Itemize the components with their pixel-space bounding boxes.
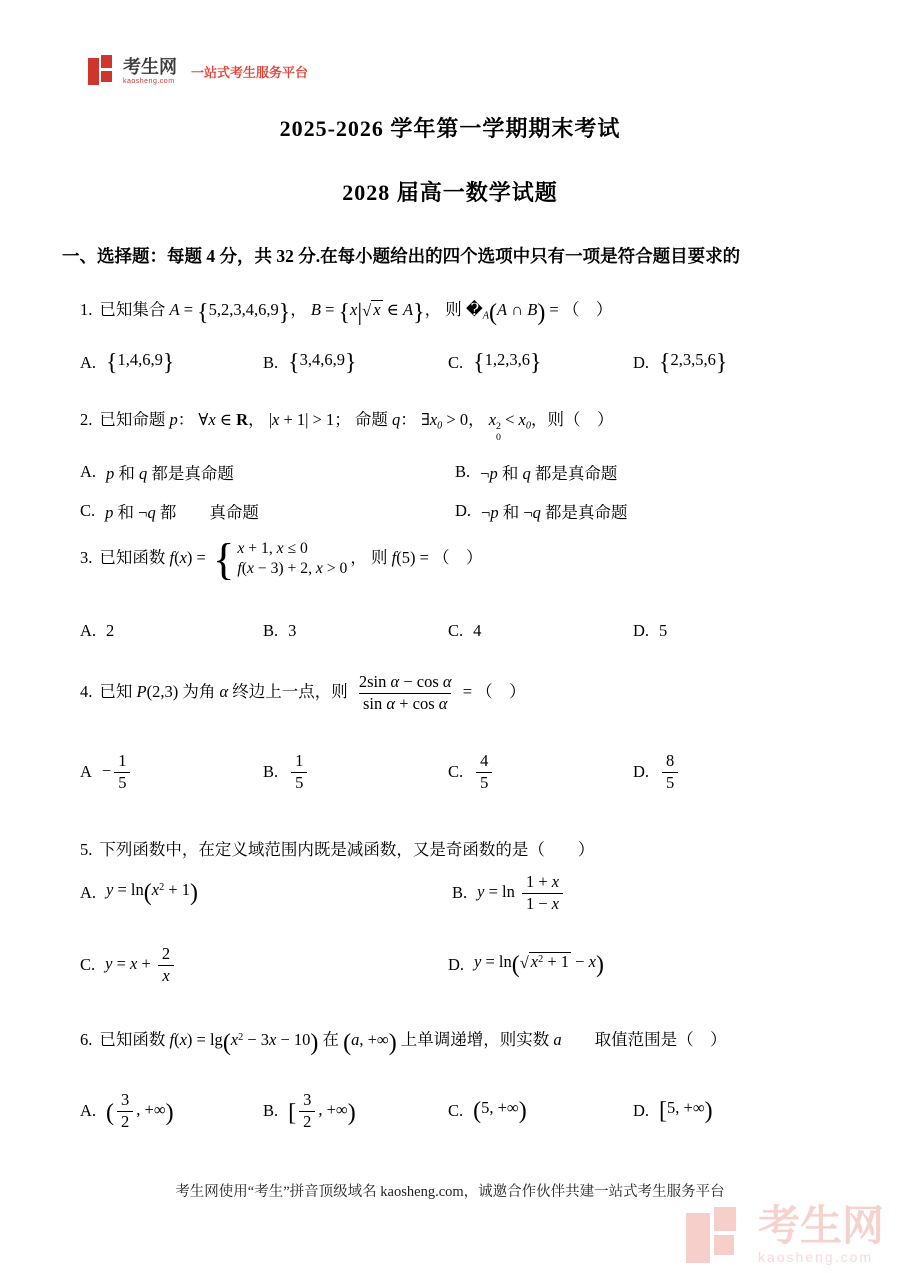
question-3-option-a: A. 2 (80, 621, 115, 640)
question-3-option-d: D. 5 (633, 621, 668, 640)
question-2-option-c: C. p 和 ¬q 都 真命题 (80, 501, 259, 522)
question-1 (80, 296, 612, 326)
question-3-text: 已知函数 f(x) = { x + 1, x ≤ 0 f(x − 3) + 2, x > 0 ， 则 f(5) = （ ） (99, 534, 483, 584)
question-3 (80, 534, 483, 584)
question-6-option-a: A. ( $\frac{3}{2}$ , +∞) (80, 1089, 174, 1131)
question-4-text: 已知 P(2,3) 为角 α 终边上一点，则 $\frac{\text{2sin α − cos α}}{\text{sin α + cos α}}$ = （ ） (99, 672, 526, 713)
logo-domain: kaosheng.com (123, 78, 175, 85)
question-4-option-c: C. $\frac{4}{5}$ (448, 740, 495, 804)
footer-note: 考生网使用“考生”拼音顶级域名 kaosheng.com，诚邀合作伙伴共建一站式考生服务平台 (175, 1184, 725, 1200)
exam-title: 2025-2026 学年第一学期期末考试 (279, 116, 621, 141)
question-2-text: 已知命题 p： ∀x ∈ R， |x + 1| > 1； 命题 q： $\exists x_0 > 0$， x 2 0 < $x_0$，则（ ） (99, 410, 614, 443)
question-3-option-b: B. 3 (263, 621, 297, 640)
question-2-options-row1 (0, 455, 900, 489)
question-4 (80, 672, 526, 714)
question-5-option-b: B. y = ln $\frac{1 + x}{1 - x}$ (452, 862, 566, 924)
question-5-options-row2 (0, 934, 900, 996)
question-4-number: 4. (80, 681, 93, 701)
question-5-option-a: A. $y = \ln(x^2 + 1)$ (80, 879, 198, 907)
question-1-option-a: A. {1,4,6,9} (80, 349, 175, 377)
question-5-number: 5. (80, 840, 93, 859)
question-1-option-b: B. {3,4,6,9} (263, 349, 357, 377)
question-2-number: 2. (80, 410, 93, 429)
question-2 (80, 406, 613, 443)
watermark-domain: kaosheng.com (757, 1249, 874, 1265)
question-1-options (0, 340, 900, 386)
question-1-number: 1. (80, 300, 93, 319)
watermark-brand: 考生网 (757, 1202, 884, 1249)
header-logo (88, 55, 308, 85)
question-2-option-d: D. ¬p 和 ¬q 都是真命题 (455, 501, 628, 522)
question-1-text: 已知集合 A = {5,2,3,4,6,9}， B = {x| √ x ∈ A}， 则 $�_A(A$ ∩ B) = （ ） (99, 300, 613, 327)
question-1-option-d: D. {2,3,5,6} (633, 349, 728, 377)
logo-tagline: 一站式考生服务平台 (191, 65, 309, 80)
exam-subtitle: 2028 届高一数学试题 (342, 180, 558, 205)
question-6 (80, 1026, 727, 1056)
question-5-text: 下列函数中，在定义域范围内既是减函数，又是奇函数的是（ ） (99, 840, 595, 859)
watermark-text-block (757, 1202, 884, 1265)
question-3-option-c: C. 4 (448, 621, 482, 640)
logo-brand: 考生网 (123, 57, 177, 78)
question-4-options (0, 740, 900, 804)
question-1-option-c: C. {1,2,3,6} (448, 349, 542, 377)
question-4-option-a: A − $\frac{1}{5}$ (80, 740, 133, 804)
question-6-number: 6. (80, 1030, 93, 1049)
question-2-option-a: A. p 和 q 都是真命题 (80, 462, 234, 483)
question-6-text: 已知函数 $f(x) = \lg(x^2 - 3x - 10)$ 在 (a, +∞) 上单调递增，则实数 a 取值范围是（ ） (99, 1030, 727, 1057)
watermark-logo (686, 1202, 884, 1265)
question-6-option-c: C. (5, +∞) (448, 1097, 527, 1125)
question-2-options-row2 (0, 494, 900, 528)
question-5 (80, 836, 594, 860)
question-5-options-row1 (0, 862, 900, 924)
question-2-option-b: B. ¬p 和 q 都是真命题 (455, 462, 618, 483)
question-6-option-d: D. [5, +∞) (633, 1097, 713, 1125)
question-6-option-b: B. [ $\frac{3}{2}$ , +∞) (263, 1089, 356, 1131)
question-5-option-c: C. y = x + $\frac{2}{x}$ (80, 934, 177, 996)
question-4-option-d: D. $\frac{8}{5}$ (633, 740, 681, 804)
logo-brand-block (123, 58, 177, 85)
question-5-option-d: D. y = ln( √ $x^2 + 1$ − x) (448, 951, 604, 979)
kaosheng-logo-icon (88, 55, 115, 85)
question-6-options (0, 1076, 900, 1146)
kaosheng-watermark-icon (686, 1207, 746, 1263)
question-3-number: 3. (80, 547, 93, 567)
section-heading: 一、选择题：每题 4 分，共 32 分.在每小题给出的四个选项中只有一项是符合题目要求的 (62, 246, 741, 266)
question-3-options (0, 608, 900, 654)
question-4-option-b: B. $\frac{1}{5}$ (263, 740, 310, 804)
